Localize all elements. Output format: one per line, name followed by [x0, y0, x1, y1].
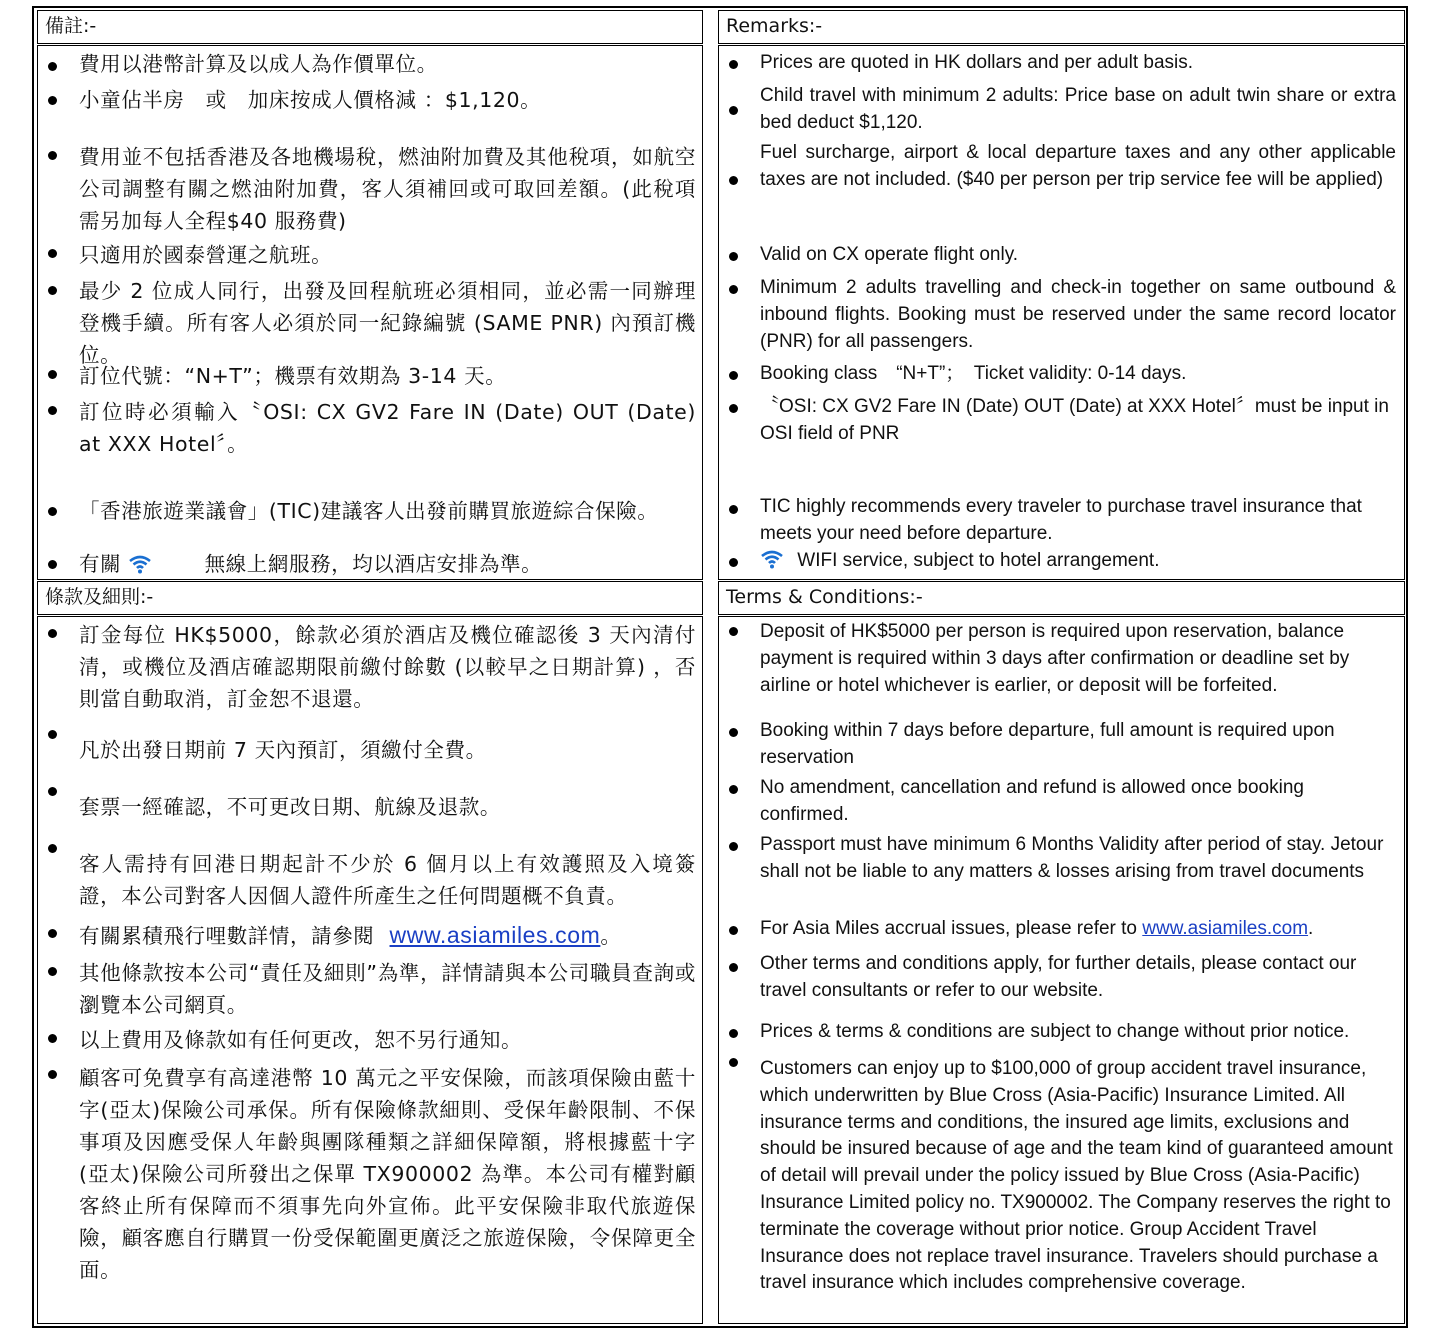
miles-suffix: 。 — [600, 924, 622, 948]
bullet-dot — [729, 176, 738, 185]
bullet-dot — [729, 558, 738, 567]
bullet-dot — [48, 929, 57, 938]
remarks-zh-body: 費用以港幣計算及以成人為作價單位。 小童佔半房 或 加床按成人價格減 ：$1,120。 費用並不包括香港及各地機場稅，燃油附加費及其他稅項，如航空公司調整有關之燃油附加費，客人須補回或可取回差額。(此稅項需另加每人全程$40 服務費) 只適用於國泰營運之航班。 最少 2 位成人同行，出發及回程航班必須相同，並必需一同辦理登機手續。所有客人必須於同一紀錄編號 (SAME PNR) 內預訂機位。 訂位代號：“N+T”；機票有效期為 3-14 天。 訂位時必須輸入〝OSI: CX GV2 Fare IN (Date) OUT (Date) at XXX Hotel〞。 「香港旅遊業議會」(TIC)建議客人出發前購買旅遊綜合保險。 有關 無線上網服務，均以酒店安排為準。 — [37, 45, 703, 580]
bullet-dot — [729, 926, 738, 935]
terms-en-title: Terms & Conditions:- — [726, 586, 923, 608]
bullet-dot — [729, 842, 738, 851]
bullet-dot — [48, 96, 57, 105]
bullet-dot — [729, 252, 738, 261]
bullet-dot — [48, 249, 57, 258]
bullet-dot — [729, 1058, 738, 1067]
bullet-dot — [48, 844, 57, 853]
bullet-dot — [48, 370, 57, 379]
terms-en-header — [718, 581, 1405, 615]
asiamiles-link[interactable]: www.asiamiles.com — [389, 922, 601, 948]
miles-prefix: For Asia Miles accrual issues, please refer to — [760, 918, 1137, 939]
bullet-dot — [729, 963, 738, 972]
terms-zh-title: 條款及細則:- — [45, 586, 154, 608]
bullet-dot — [48, 151, 57, 160]
remarks-en-body: Prices are quoted in HK dollars and per adult basis. Child travel with minimum 2 adults: Price base on adult twin share or extra bed deduct $1,120. Fuel surcharge, airport & local departure taxes and any other applicable taxes are not included. ($40 per person per trip service fee will be applied) Valid on CX operate flight only. Minimum 2 adults travelling and check-in together on same outbound & inbound flights. Booking must be reserved under the same record locator (PNR) for all passengers. Booking class “N+T”； Ticket validity: 0-14 days. 〝OSI: CX GV2 Fare IN (Date) OUT (Date) at XXX Hotel〞must be input in OSI field of PNR TIC highly recommends every traveler to purchase travel insurance that meets your need before departure. WIFI service, subject to hotel arrangement. — [718, 45, 1405, 580]
miles-suffix: . — [1308, 918, 1314, 939]
bullet-dot — [729, 1029, 738, 1038]
bullet-dot — [48, 730, 57, 739]
wifi-prefix: 有關 — [79, 552, 122, 576]
bullet-dot — [48, 629, 57, 638]
bullet-dot — [729, 285, 738, 294]
bullet-dot — [48, 967, 57, 976]
remarks-zh-header — [37, 10, 703, 44]
remarks-zh-title: 備註:- — [45, 15, 97, 37]
remarks-en-title: Remarks:- — [726, 15, 823, 37]
bullet-dot — [729, 371, 738, 380]
terms-en-body: Deposit of HK$5000 per person is required upon reservation, balance payment is required within 3 days after confirmation or deadline set by airline or hotel whichever is earlier, or deposit will be forfeited. Booking within 7 days before departure, full amount is required upon reservation No amendment, cancellation and refund is allowed once booking confirmed. Passport must have minimum 6 Months Validity after period of stay. Jetour shall not be liable to any matters & losses arising from travel documents For Asia Miles accrual issues, please refer to www.asiamiles.com. Other terms and conditions apply, for further details, please contact our travel consultants or refer to our website. Prices & terms & conditions are subject to change without prior notice. Customers can enjoy up to $100,000 of group accident travel insurance, which underwritten by Blue Cross (Asia-Pacific) Insurance Limited. All insurance terms and conditions, the insured age limits, exclusions and should be insured because of age and the team kind of guaranteed amount of detail will prevail under the policy issued by Blue Cross (Asia-Pacific) Insurance Limited policy no. TX900002. The Company reserves the right to terminate the coverage without prior notice. Group Accident Travel Insurance does not replace travel insurance. Travelers should purchase a travel insurance which includes comprehensive coverage. — [718, 616, 1405, 1324]
bullet-dot — [729, 106, 738, 115]
miles-prefix: 有關累積飛行哩數詳情，請參閱 — [79, 924, 375, 948]
wifi-icon — [128, 554, 152, 574]
bullet-dot — [729, 627, 738, 636]
bullet-dot — [48, 507, 57, 516]
wifi-text: WIFI service, subject to hotel arrangement. — [797, 550, 1160, 571]
bullet-dot — [729, 728, 738, 737]
bullet-dot — [48, 406, 57, 415]
remarks-en-header — [718, 10, 1405, 44]
wifi-icon — [760, 549, 784, 569]
bullet-dot — [48, 1070, 57, 1079]
asiamiles-link[interactable]: www.asiamiles.com — [1142, 918, 1309, 939]
bullet-dot — [48, 286, 57, 295]
bullet-dot — [729, 60, 738, 69]
terms-zh-body: 訂金每位 HK$5000，餘款必須於酒店及機位確認後 3 天內清付清，或機位及酒店確認期限前繳付餘數 (以較早之日期計算) ，否則當自動取消，訂金恕不退還。 凡於出發日期前 7 天內預訂，須繳付全費。 套票一經確認，不可更改日期、航線及退款。 客人需持有回港日期起計不少於 6 個月以上有效護照及入境簽證，本公司對客人因個人證件所產生之任何問題概不負責。 有關累積飛行哩數詳情，請參閱 www.asiamiles.com。 其他條款按本公司“責任及細則”為準，詳情請與本公司職員查詢或瀏覽本公司網頁。 以上費用及條款如有任何更改，恕不另行通知。 顧客可免費享有高達港幣 10 萬元之平安保險，而該項保險由藍十字(亞太)保險公司承保。所有保險條款細則、受保年齡限制、不保事項及因應受保人年齡與團隊種類之詳細保障額，將根據藍十字(亞太)保險公司所發出之保單 TX900002 為準。本公司有權對顧客終止所有保障而不須事先向外宣佈。此平安保險非取代旅遊保險，顧客應自行購買一份受保範圍更廣泛之旅遊保險，令保障更全面。 — [37, 616, 703, 1324]
bullet-dot — [48, 1034, 57, 1043]
bullet-dot — [48, 787, 57, 796]
bullet-dot — [729, 785, 738, 794]
document-frame — [32, 6, 1408, 1328]
bullet-dot — [48, 62, 57, 71]
bullet-dot — [48, 560, 57, 569]
bullet-dot — [729, 404, 738, 413]
wifi-suffix: 無線上網服務，均以酒店安排為準。 — [204, 552, 543, 576]
terms-zh-header — [37, 581, 703, 615]
bullet-dot — [729, 505, 738, 514]
